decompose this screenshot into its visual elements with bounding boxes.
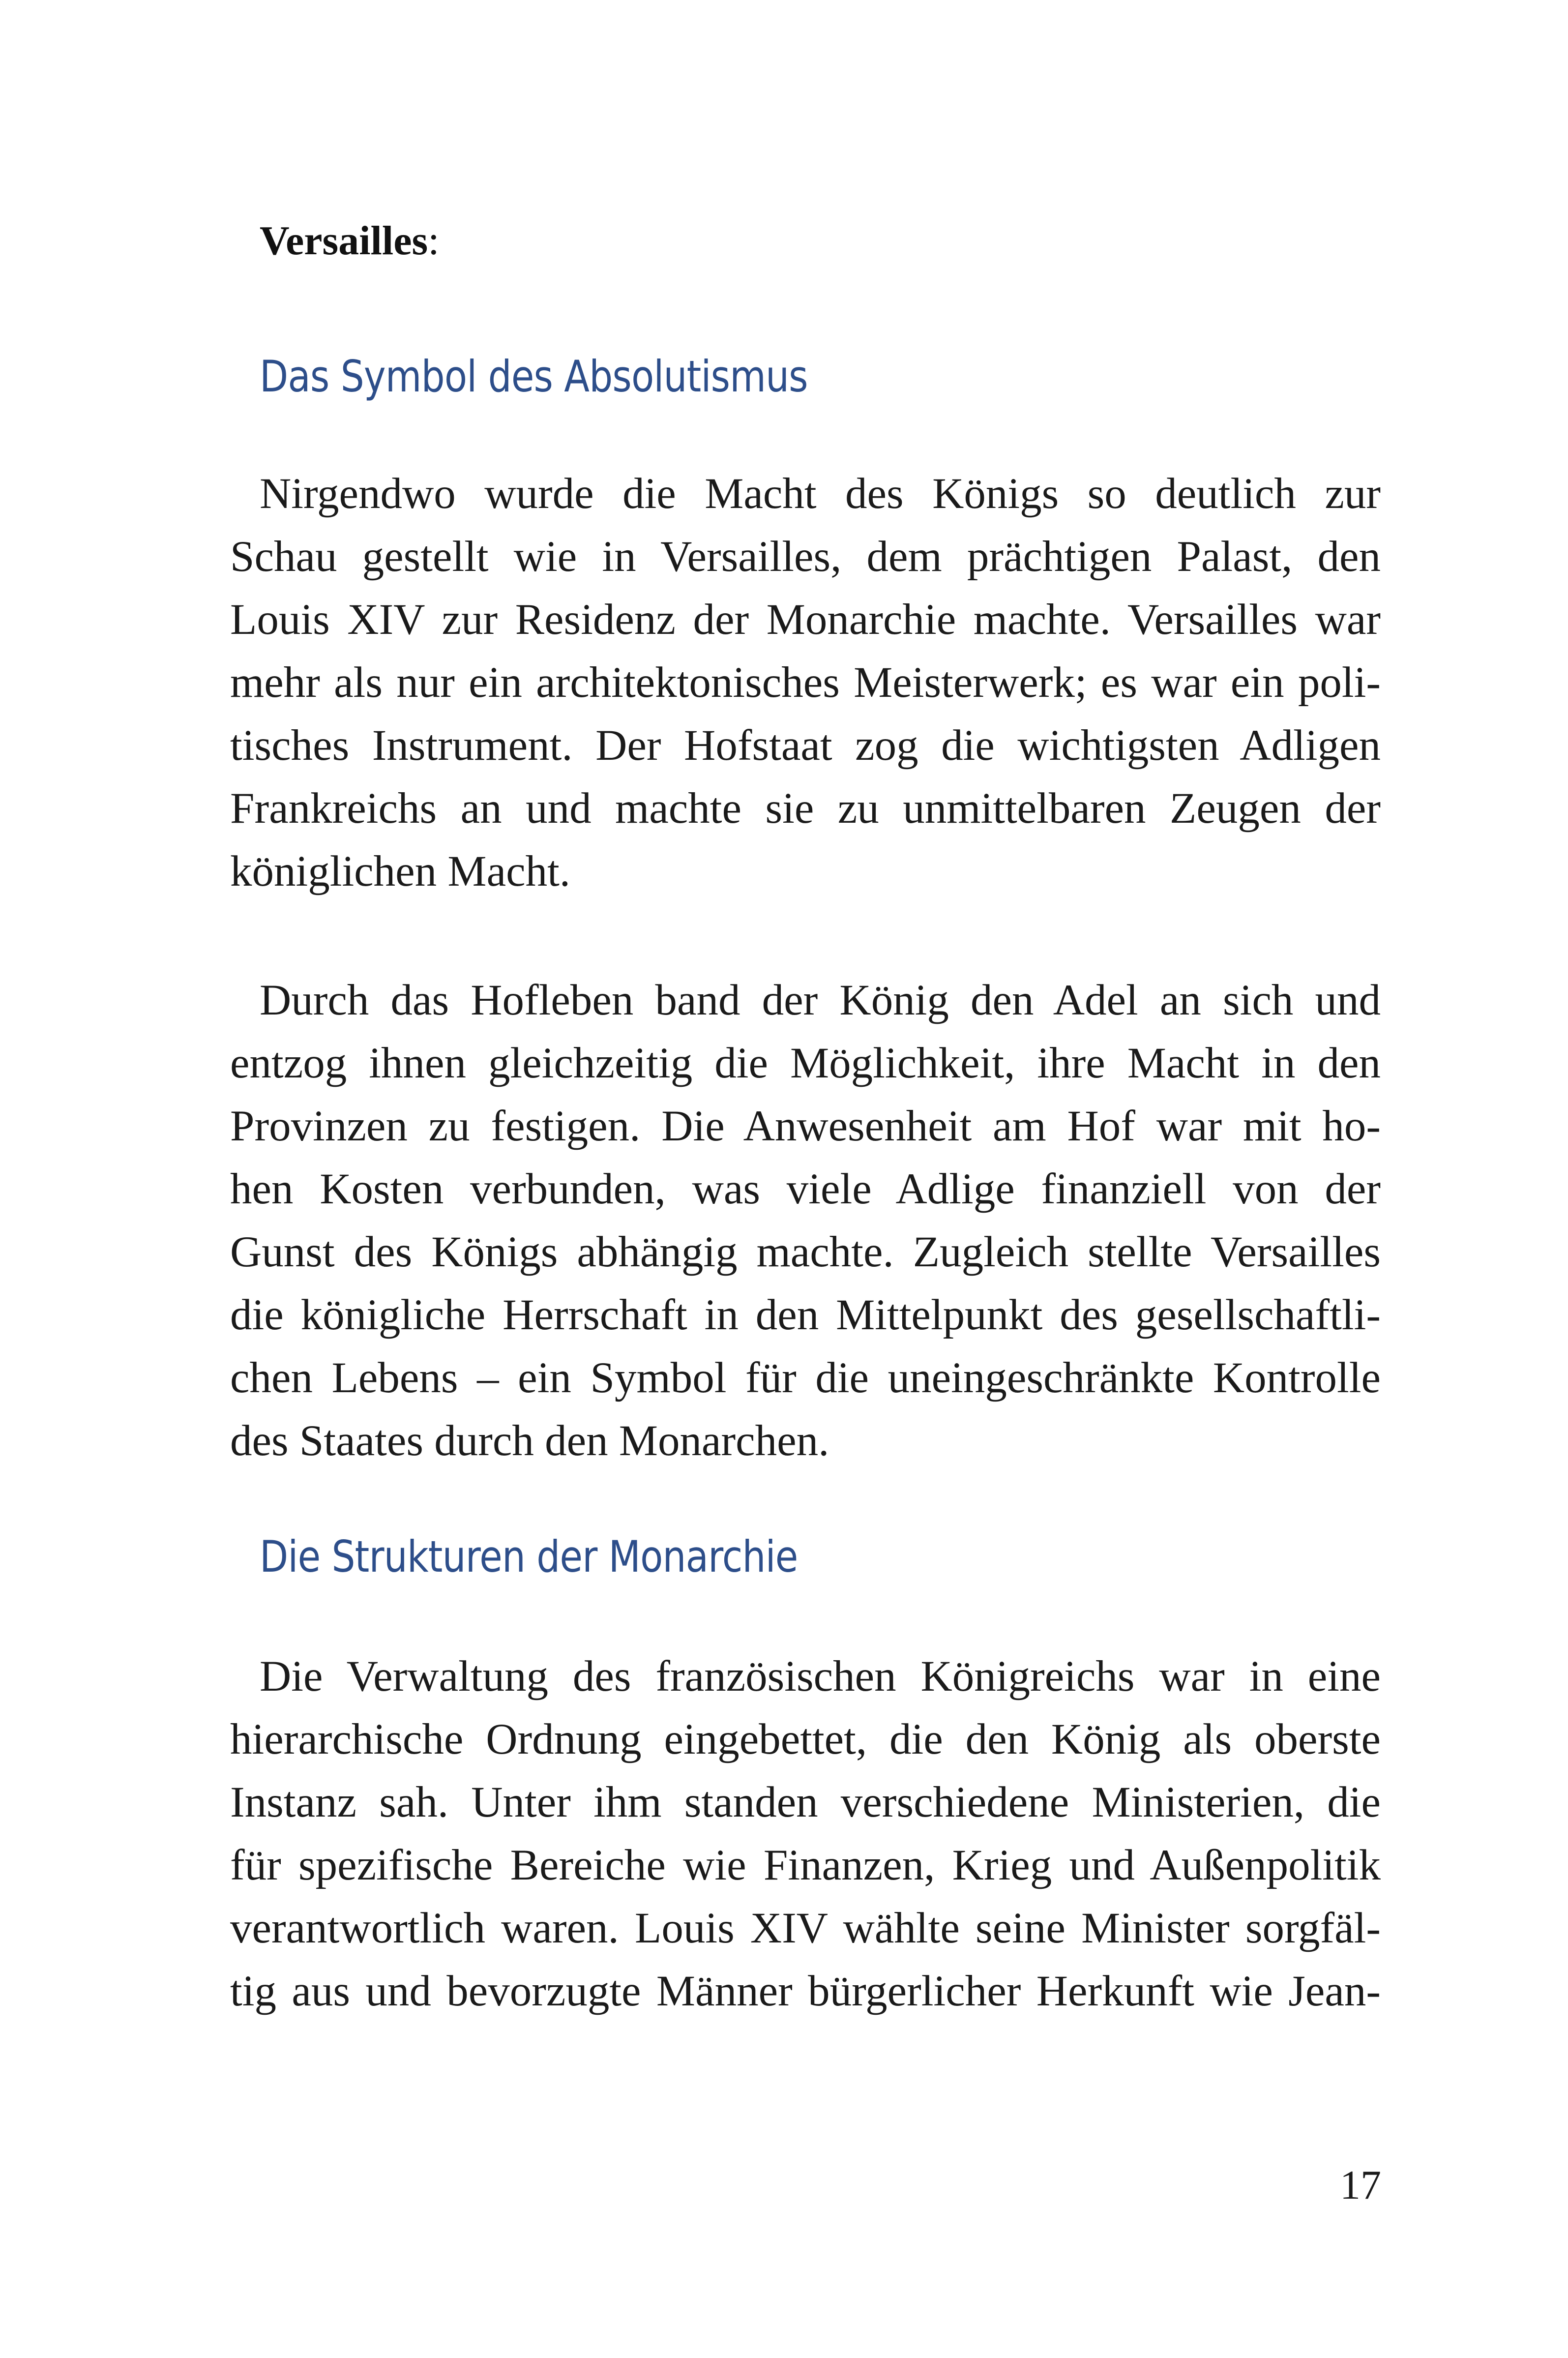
text-line: chen Lebens – ein Symbol für die uneingeschränkte Kontrolle [230, 1354, 1381, 1402]
text-line: mehr als nur ein architektonisches Meisterwerk; es war ein poli- [230, 658, 1381, 707]
text-line: die königliche Herrschaft in den Mittelpunkt des gesellschaftli- [230, 1291, 1381, 1339]
page-number: 17 [1340, 2162, 1381, 2208]
text-line: hen Kosten verbunden, was viele Adlige finanziell von der [230, 1165, 1381, 1213]
text-line: für spezifische Bereiche wie Finanzen, Krieg und Außenpolitik [230, 1841, 1381, 1889]
paragraph-1 [230, 462, 1381, 903]
text-line: tig aus und bevorzugte Männer bürgerlicher Herkunft wie Jean- [230, 1967, 1381, 2015]
text-line: königlichen Macht. [230, 847, 571, 895]
text-line: verantwortlich waren. Louis XIV wählte seine Minister sorgfäl- [230, 1904, 1381, 1952]
section-label-suffix: : [428, 218, 440, 264]
text-line: Die Verwaltung des französischen Königreichs war in eine [260, 1652, 1381, 1701]
text-line: hierarchische Ordnung eingebettet, die den König als oberste [230, 1715, 1381, 1763]
text-line: tisches Instrument. Der Hofstaat zog die wichtigsten Adligen [230, 721, 1381, 770]
paragraph-2 [230, 969, 1381, 1472]
heading-strukturen-monarchie: Die Strukturen der Monarchie [260, 1531, 798, 1582]
section-label-bold: Versailles [260, 218, 428, 264]
text-line: Nirgendwo wurde die Macht des Königs so deutlich zur [260, 470, 1381, 518]
text-line: des Staates durch den Monarchen. [230, 1417, 829, 1465]
text-line: Durch das Hofleben band der König den Adel an sich und [260, 976, 1381, 1024]
text-line: Provinzen zu festigen. Die Anwesenheit am Hof war mit ho- [230, 1102, 1381, 1150]
text-line: Schau gestellt wie in Versailles, dem prächtigen Palast, den [230, 533, 1381, 581]
text-line: Instanz sah. Unter ihm standen verschiedene Ministerien, die [230, 1778, 1381, 1826]
text-line: Gunst des Königs abhängig machte. Zugleich stellte Versailles [230, 1228, 1381, 1276]
paragraph-3 [230, 1645, 1381, 2023]
text-line: Louis XIV zur Residenz der Monarchie machte. Versailles war [230, 596, 1381, 644]
text-line: entzog ihnen gleichzeitig die Möglichkeit, ihre Macht in den [230, 1039, 1381, 1087]
heading-symbol-absolutismus: Das Symbol des Absolutismus [260, 351, 808, 402]
text-line: Frankreichs an und machte sie zu unmittelbaren Zeugen der [230, 784, 1381, 833]
section-label [260, 220, 440, 262]
